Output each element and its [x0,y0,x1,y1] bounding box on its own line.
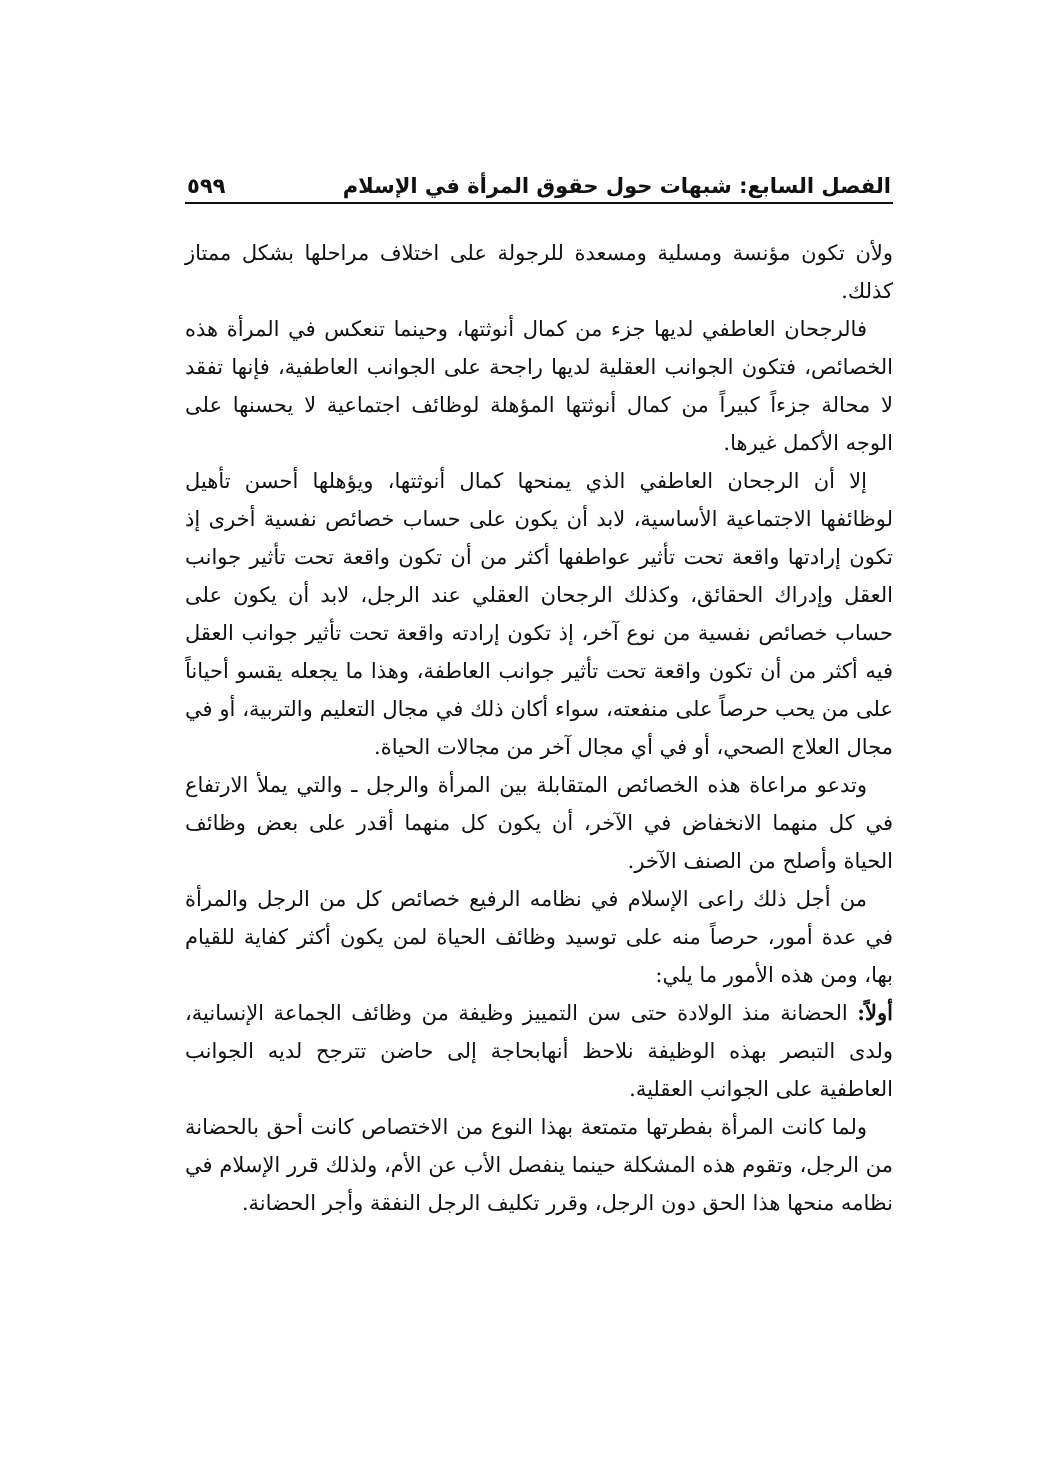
paragraph-text: ولأن تكون مؤنسة ومسلية ومسعدة للرجولة على اختلاف مراحلها بشكل ممتاز كذلك. [185,241,893,303]
paragraph-6 [185,994,893,1108]
paragraph-4 [185,766,893,880]
paragraph-text: إلا أن الرجحان العاطفي الذي يمنحها كمال أنوثتها، ويؤهلها أحسن تأهيل لوظائفها الاجتماعية الأساسية، لابد أن يكون على حساب خصائص نفسية أخرى إذ تكون إرادتها واقعة تحت تأثير عواطفها أكثر من أن تكون واقعة تحت تأثير جوانب العقل وإدراك الحقائق، وكذلك الرجحان العقلي عند الرجل، لابد أن يكون على حساب خصائص نفسية من نوع آخر، إذ تكون إرادته واقعة تحت تأثير جوانب العقل فيه أكثر من أن تكون واقعة تحت تأثير جوانب العاطفة، وهذا ما يجعله يقسو أحياناً على من يحب حرصاً على منفعته، سواء أكان ذلك في مجال التعليم والتربية، أو في مجال العلاج الصحي، أو في أي مجال آخر من مجالات الحياة. [185,469,893,759]
paragraph-5 [185,880,893,994]
paragraph-lead-word: أولاً: [857,1000,893,1025]
page-number: ٥٩٩ [187,174,226,198]
paragraph-1 [185,234,893,310]
running-header [185,160,893,204]
paragraph-text: الحضانة منذ الولادة حتى سن التمييز وظيفة من وظائف الجماعة الإنسانية، ولدى التبصر بهذه الوظيفة نلاحظ أنهابحاجة إلى حاضن تترجح لديه الجوانب العاطفية على الجوانب العقلية. [185,1001,893,1101]
paragraph-3 [185,462,893,766]
body-text [185,234,893,1222]
paragraph-text: من أجل ذلك راعى الإسلام في نظامه الرفيع خصائص كل من الرجل والمرأة في عدة أمور، حرصاً منه على توسيد وظائف الحياة لمن يكون أكثر كفاية للقيام بها، ومن هذه الأمور ما يلي: [185,887,893,987]
paragraph-7 [185,1108,893,1222]
paragraph-text: فالرجحان العاطفي لديها جزء من كمال أنوثتها، وحينما تنعكس في المرأة هذه الخصائص، فتكون الجوانب العقلية لديها راجحة على الجوانب العاطفية، فإنها تفقد لا محالة جزءاً كبيراً من كمال أنوثتها المؤهلة لوظائف اجتماعية لا يحسنها على الوجه الأكمل غيرها. [185,317,893,455]
book-page [185,160,893,1222]
paragraph-text: وتدعو مراعاة هذه الخصائص المتقابلة بين المرأة والرجل ـ والتي يملأ الارتفاع في كل منهما الانخفاض في الآخر، أن يكون كل منهما أقدر على بعض وظائف الحياة وأصلح من الصنف الآخر. [185,773,893,873]
paragraph-2 [185,310,893,462]
paragraph-text: ولما كانت المرأة بفطرتها متمتعة بهذا النوع من الاختصاص كانت أحق بالحضانة من الرجل، وتقوم هذه المشكلة حينما ينفصل الأب عن الأم، ولذلك قرر الإسلام في نظامه منحها هذا الحق دون الرجل، وقرر تكليف الرجل النفقة وأجر الحضانة. [185,1115,893,1215]
chapter-title: الفصل السابع: شبهات حول حقوق المرأة في الإسلام [342,174,891,198]
